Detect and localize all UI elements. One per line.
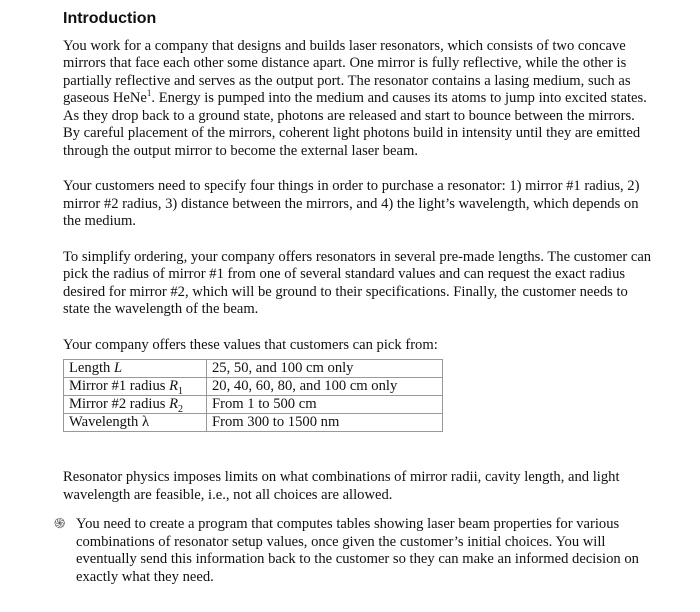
- table-row: [64, 414, 443, 432]
- table-row: [64, 378, 443, 396]
- param-label: Length L: [64, 360, 207, 378]
- paragraph-values: Your company offers these values that customers can pick from:: [63, 336, 438, 353]
- param-label: Wavelength λ: [64, 414, 207, 432]
- param-value: 25, 50, and 100 cm only: [207, 360, 443, 378]
- options-table: [63, 359, 443, 432]
- swirl-icon: ֍: [54, 517, 66, 532]
- paragraph-customers: Your customers need to specify four things in order to purchase a resonator: 1) mirror #1 radius, 2) mirror #2 radius, 3) distance between the mirrors, and 4) the light’s wavelength, which depends on the medium.: [63, 178, 640, 229]
- paragraph-intro: You work for a company that designs and builds laser resonators, which consists of two concave mirrors that face each other some distance apart. One mirror is fully reflective, while the other is partially reflective and serves as the output port. The resonator contains a lasing medium, such as gaseous HeNe$^1$. Energy is pumped into the medium and causes its atoms to jump into excited states. As they drop back to a ground state, photons are released and start to bounce between the mirrors. By careful placement of the mirrors, coherent light photons build in intensity until they are emitted through the output mirror to become the external laser beam.: [63, 37, 647, 159]
- param-label: Mirror #2 radius $R_2$: [64, 396, 207, 414]
- section-heading: Introduction: [63, 10, 157, 27]
- paragraph-ordering: To simplify ordering, your company offers resonators in several pre-made lengths. The customer can pick the radius of mirror #1 from one of several standard values and can request the exact radius desired for mirror #2, which will be ground to their specifications. Finally, the customer needs to state the wavelength of the beam.: [63, 248, 652, 317]
- table-row: [64, 396, 443, 414]
- param-value: 20, 40, 60, 80, and 100 cm only: [207, 378, 443, 396]
- paragraph-limits: Resonator physics imposes limits on what combinations of mirror radii, cavity length, and light wavelength are feasible, i.e., not all choices are allowed.: [63, 469, 620, 503]
- bullet-text: You need to create a program that computes tables showing laser beam properties for various combinations of resonator setup values, once given the customer’s initial choices. You will eventually send this information back to the customer so they can make an informed decision on exactly what they need.: [76, 516, 639, 585]
- param-value: From 1 to 500 cm: [207, 396, 443, 414]
- bullet-item: [54, 516, 655, 586]
- param-value: From 300 to 1500 nm: [207, 414, 443, 432]
- table-row: [64, 360, 443, 378]
- footnote-marker: 1: [146, 88, 152, 99]
- param-label: Mirror #1 radius $R_1$: [64, 378, 207, 396]
